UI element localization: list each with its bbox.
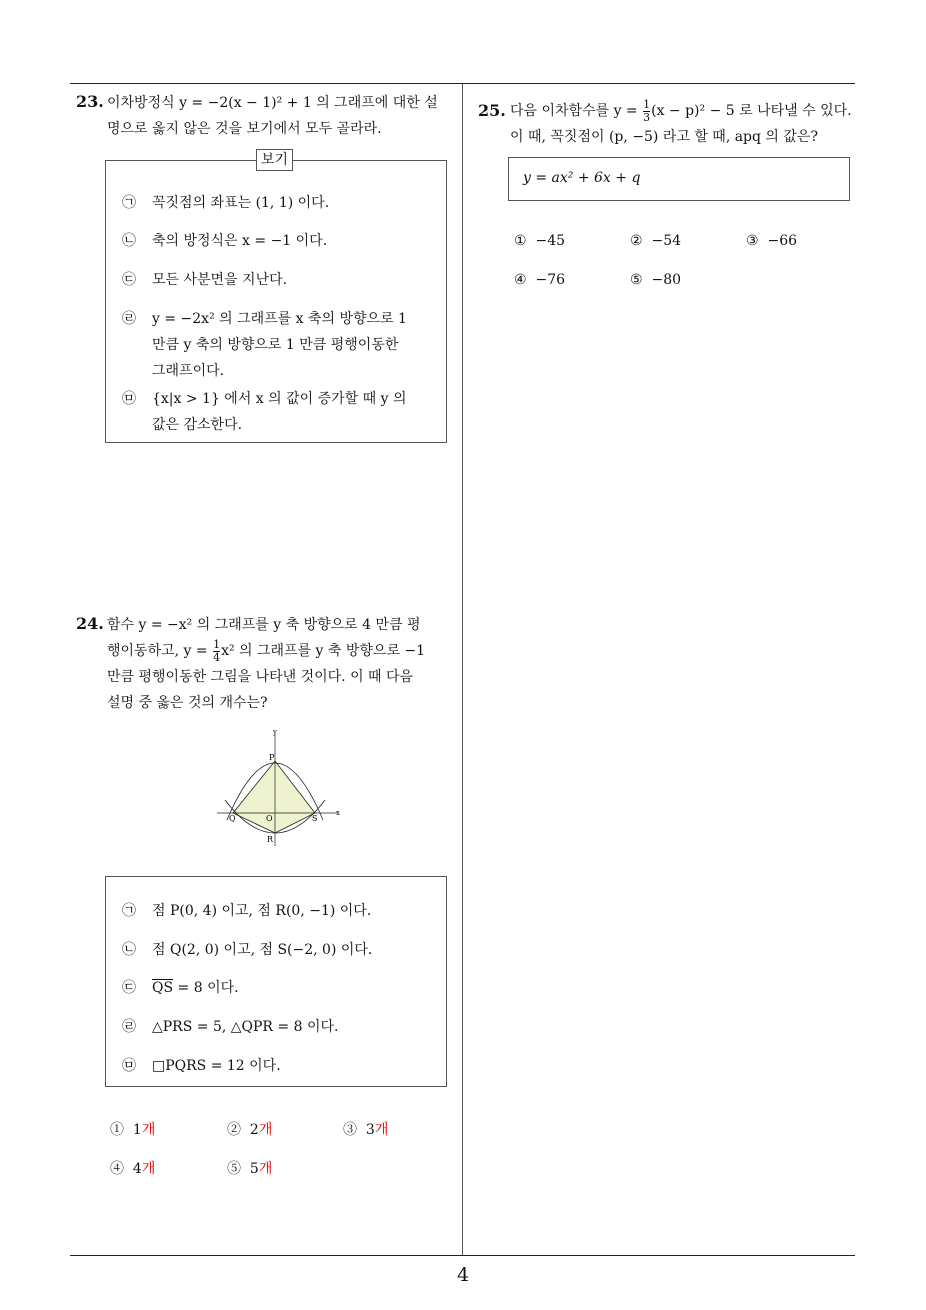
statement-item: ㉤ □PQRS = 12 이다. [122,1058,281,1074]
point-r-label: R [267,835,274,844]
page-number: 4 [456,1264,470,1286]
answer-choice-2[interactable]: ② −54 [630,233,682,249]
answer-choice-4[interactable]: ④ 4개 [110,1161,156,1177]
point-q-label: Q [229,814,236,823]
bottom-rule [70,1255,855,1256]
origin-label: O [266,814,273,823]
statement-item: ㉣ △PRS = 5, △QPR = 8 이다. [122,1019,339,1035]
statement-item: ㉡ 점 Q(2, 0) 이고, 점 S(−2, 0) 이다. [122,942,373,958]
answer-choice-1[interactable]: ① 1개 [110,1122,156,1138]
formula: y = ax² + 6x + q [523,170,641,186]
column-divider [462,84,463,1256]
statement-item: ㉢ $\overline{QS} = 8$ 이다. [122,980,239,996]
quadrilateral-pqrs [233,761,318,833]
answer-choice-5[interactable]: ⑤ −80 [630,272,682,288]
statement-item: ㉢ 모든 사분면을 지난다. [122,272,288,288]
question-text: 다음 이차함수를 y = $\frac{1}{3}$ (x − p)² − 5 로 나타낼 수 있다. 이 때, 꼭짓점이 (p, −5) 라고 할 때, apq 의 값은? [510,97,852,145]
question-number: 25. [478,101,506,120]
statement-item: ㉠ 꼭짓점의 좌표는 (1, 1) 이다. [122,195,330,211]
parabola-graph [215,728,345,850]
answer-choice-1[interactable]: ① −45 [514,233,566,249]
formula-box [508,157,850,201]
x-axis-label: x [336,809,340,817]
answer-choice-2[interactable]: ② 2개 [227,1122,273,1138]
point-s-label: S [312,814,318,823]
question-text: 이차방정식 y = −2(x − 1)² + 1 의 그래프에 대한 설 명으로 옳지 않은 것을 보기에서 모두 골라라. [107,95,438,137]
answer-choice-3[interactable]: ③ −66 [746,233,798,249]
y-axis-label: y [273,728,277,736]
answer-choice-3[interactable]: ③ 3개 [343,1122,389,1138]
statement-item: ㉡ 축의 방정식은 x = −1 이다. [122,233,328,249]
statement-item: ㉣ y = −2x² 의 그래프를 x 축의 방향으로 1 만큼 y 축의 방향으로 1 만큼 평행이동한 그래프이다. [122,311,407,379]
point-p-label: P [269,753,275,762]
question-number: 24. [76,614,104,633]
bogi-label: 보기 [256,149,293,171]
question-text: 함수 y = −x² 의 그래프를 y 축 방향으로 4 만큼 평 행이동하고, y = $\frac{1}{4}$ x² 의 그래프를 y 축 방향으로 −1 만큼 평행이동한 그림을 나타낸 것이다. 이 때 다음 설명 중 옳은 것의 개수는? [107,617,426,711]
answer-choice-5[interactable]: ⑤ 5개 [227,1161,273,1177]
statement-item: ㉤ {x|x > 1} 에서 x 의 값이 증가할 때 y 의 값은 감소한다. [122,391,407,433]
question-number: 23. [76,92,104,111]
statement-item: ㉠ 점 P(0, 4) 이고, 점 R(0, −1) 이다. [122,903,372,919]
answer-choice-4[interactable]: ④ −76 [514,272,566,288]
